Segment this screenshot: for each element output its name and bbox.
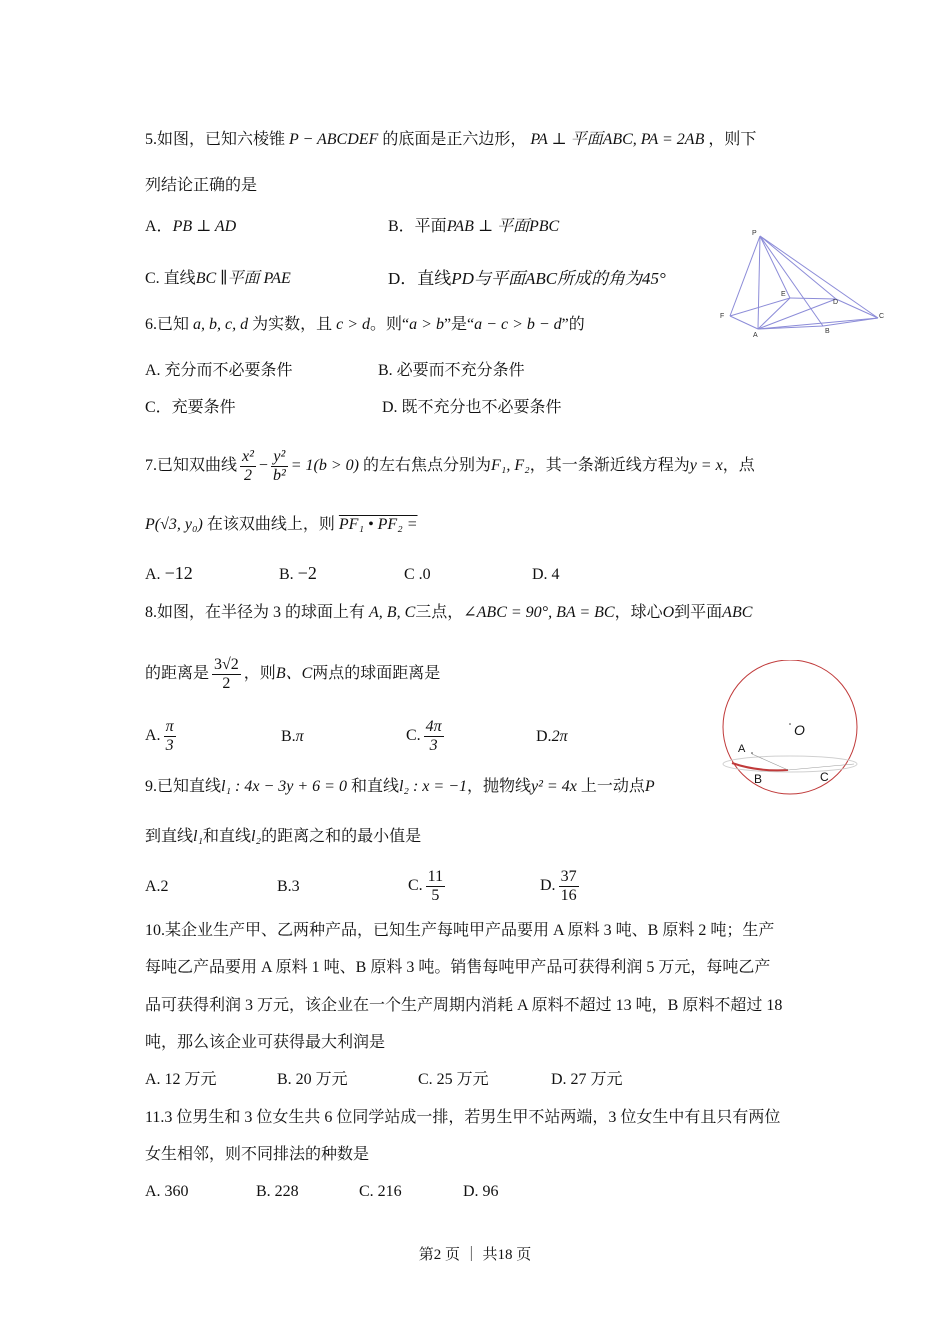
q6-stem bbox=[145, 314, 585, 336]
option-label: B. bbox=[281, 728, 296, 745]
option-frac bbox=[424, 718, 444, 755]
sphere-label-b: B bbox=[754, 772, 763, 786]
q8-option-a bbox=[145, 716, 179, 756]
q7-stem-line1: 7.已知双曲线 $\frac{\text{x²}}{2}$ − $\frac{\text{y²}}{\text{b²}}$ = 1(b > 0) 的左右焦点分别为F₁, F₂，其一条渐近线方程为y = x，点 bbox=[145, 447, 755, 484]
q9-stem-line1 bbox=[145, 776, 655, 798]
q5-stem-line2: 列结论正确的是 bbox=[145, 177, 258, 194]
q7-point: P(√3, y₀) bbox=[145, 516, 203, 533]
q9-option-d bbox=[540, 866, 582, 906]
q8-option-d bbox=[536, 726, 568, 748]
q8-points: A, B, C bbox=[369, 604, 416, 621]
sphere-label-a: A bbox=[738, 743, 746, 755]
option-text: BC ∥平面 PAE bbox=[195, 270, 291, 287]
q7-option-d: D. 4 bbox=[532, 566, 560, 583]
page-footer: 第2 页 ｜ 共18 页 bbox=[418, 1247, 532, 1263]
q7-option-a bbox=[145, 562, 193, 586]
q7-asymptote: y = x bbox=[689, 457, 723, 474]
q11-stem-line1: 11.3 位男生和 3 位女生共 6 位同学站成一排，若男生甲不站两端，3 位女生中有且只有两位 bbox=[145, 1109, 781, 1126]
q5-pyramid-name: P − ABCDEF bbox=[289, 131, 379, 148]
option-frac bbox=[559, 868, 579, 905]
option-label: B．平面 bbox=[388, 218, 447, 235]
option-label: D. bbox=[536, 728, 552, 745]
q9-line-2: l₂ : x = −1 bbox=[398, 778, 467, 795]
q6-text: ”是“ bbox=[443, 316, 475, 333]
q7-frac-y bbox=[271, 448, 288, 485]
q10-option-a: A. 12 万元 bbox=[145, 1071, 217, 1088]
q6-condition: c > d bbox=[336, 316, 371, 333]
q10-stem-line1: 10.某企业生产甲、乙两种产品，已知生产每吨甲产品要用 A 原料 3 吨、B 原料 2 吨；生产 bbox=[145, 922, 775, 939]
q8-text: ，球心 bbox=[614, 604, 663, 621]
q9-line-1: l₁ bbox=[193, 828, 204, 845]
q9-line-2: l₂ bbox=[251, 828, 262, 845]
option-text: −2 bbox=[297, 563, 317, 583]
q8-option-b bbox=[281, 726, 304, 748]
q9-text: 到直线 bbox=[145, 828, 194, 845]
q8-plane: ABC bbox=[722, 604, 753, 621]
q9-text: 的距离之和的最小值是 bbox=[261, 828, 422, 845]
option-text: PB ⊥ AD bbox=[172, 218, 237, 235]
q11-option-a: A. 360 bbox=[145, 1183, 189, 1200]
pyramid-figure bbox=[718, 224, 893, 342]
frac-num: y² bbox=[271, 448, 288, 467]
q5-option-a bbox=[145, 216, 236, 238]
q7-dot-product: PF₁ • PF₂ = bbox=[338, 516, 418, 533]
frac-den: 3 bbox=[429, 736, 438, 754]
q8-text: ，则 bbox=[243, 665, 276, 682]
sphere-figure bbox=[718, 660, 866, 798]
q8-text: 两点的球面距离是 bbox=[312, 665, 441, 682]
q11-option-c: C. 216 bbox=[359, 1183, 402, 1200]
frac-den: 3 bbox=[165, 736, 174, 754]
q7-text: ，点 bbox=[722, 457, 755, 474]
q8-text: 三点， bbox=[415, 604, 464, 621]
option-text: 2π bbox=[551, 728, 568, 745]
q9-option-c bbox=[408, 866, 448, 906]
option-text: PD与平面ABC所成的角为45° bbox=[451, 269, 666, 288]
q8-stem-line2 bbox=[145, 654, 440, 694]
pyramid-label-p: P bbox=[752, 230, 757, 237]
q7-option-c: C .0 bbox=[404, 566, 431, 583]
option-label: C. bbox=[408, 877, 423, 894]
q8-stem-line1 bbox=[145, 602, 752, 624]
q6-option-c: C．充要条件 bbox=[145, 399, 236, 416]
q8-distance-frac bbox=[212, 656, 241, 693]
option-label: D．直线 bbox=[388, 269, 452, 288]
option-label: C. 直线 bbox=[145, 270, 196, 287]
q7-text: 在该双曲线上，则 bbox=[206, 516, 335, 533]
q6-text: 。则“ bbox=[370, 316, 410, 333]
q8-option-c bbox=[406, 716, 447, 756]
frac-den: 2 bbox=[222, 674, 231, 692]
q9-text: 和直线 bbox=[350, 778, 399, 795]
q11-option-b: B. 228 bbox=[256, 1183, 299, 1200]
q5-stem-line1 bbox=[145, 129, 756, 151]
pyramid-label-b: B bbox=[825, 328, 830, 335]
q7-stem-line2 bbox=[145, 514, 418, 536]
sphere-label-c: C bbox=[820, 770, 829, 784]
q6-text: 6.已知 bbox=[145, 316, 190, 333]
frac-num: 11 bbox=[427, 867, 444, 885]
q5-condition: PA ⊥ 平面ABC, PA = 2AB bbox=[530, 131, 705, 148]
q7-frac-x bbox=[240, 448, 256, 485]
frac-num: 37 bbox=[560, 867, 577, 885]
frac-num: x² bbox=[242, 447, 254, 465]
q6-vars: a, b, c, d bbox=[193, 316, 249, 333]
q10-option-d: D. 27 万元 bbox=[551, 1071, 623, 1088]
q6-option-a: A. 充分而不必要条件 bbox=[145, 362, 293, 379]
q6-proposition-1: a > b bbox=[409, 316, 444, 333]
q9-line-1: l₁ : 4x − 3y + 6 = 0 bbox=[221, 778, 347, 795]
q6-option-b: B. 必要而不充分条件 bbox=[378, 362, 525, 379]
option-label: A. bbox=[145, 727, 161, 744]
pyramid-label-a: A bbox=[753, 332, 758, 339]
q6-option-d: D. 既不充分也不必要条件 bbox=[382, 399, 562, 416]
option-frac bbox=[164, 718, 176, 755]
q9-text: ，抛物线 bbox=[467, 778, 532, 795]
q8-text: 8.如图，在半径为 3 的球面上有 bbox=[145, 604, 366, 621]
q5-option-c bbox=[145, 268, 291, 290]
frac-num: 3√2 bbox=[214, 655, 239, 673]
q8-bc: B、C bbox=[275, 665, 313, 682]
pyramid-label-d: D bbox=[833, 299, 839, 306]
q7-text: 的左右焦点分别为 bbox=[363, 457, 492, 474]
q9-text: 和直线 bbox=[203, 828, 252, 845]
sphere-label-o: O bbox=[794, 722, 805, 738]
pyramid-label-c: C bbox=[879, 313, 885, 320]
q6-proposition-2: a − c > b − d bbox=[474, 316, 562, 333]
option-frac bbox=[426, 868, 445, 905]
q10-stem-line2: 每吨乙产品要用 A 原料 1 吨、B 原料 3 吨。销售每吨甲产品可获得利润 5 万元，每吨乙产 bbox=[145, 959, 771, 976]
q8-center: O bbox=[662, 604, 675, 621]
q10-option-c: C. 25 万元 bbox=[418, 1071, 489, 1088]
q10-stem-line3: 品可获得利润 3 万元，该企业在一个生产周期内消耗 A 原料不超过 13 吨，B 原料不超过 18 bbox=[145, 997, 783, 1014]
q10-option-b: B. 20 万元 bbox=[277, 1071, 348, 1088]
frac-num: 4π bbox=[425, 717, 442, 735]
q8-condition: ∠ABC = 90°, BA = BC bbox=[463, 604, 615, 621]
q7-text: ，其一条渐近线方程为 bbox=[529, 457, 690, 474]
q9-option-b: B.3 bbox=[277, 878, 300, 895]
q9-text: 上一动点 bbox=[580, 778, 645, 795]
frac-den: 5 bbox=[431, 886, 440, 904]
option-label: A． bbox=[145, 218, 173, 235]
q11-stem-line2: 女生相邻，则不同排法的种数是 bbox=[145, 1146, 370, 1163]
frac-den: b² bbox=[272, 466, 286, 484]
option-text: PAB ⊥ 平面PBC bbox=[446, 218, 560, 235]
frac-den: 16 bbox=[560, 886, 577, 904]
frac-num: π bbox=[165, 717, 174, 735]
q7-foci: F₁, F₂ bbox=[491, 457, 530, 474]
q7-text: 7.已知双曲线 bbox=[145, 457, 238, 474]
q8-text: 到平面 bbox=[674, 604, 723, 621]
option-label: B. bbox=[279, 566, 294, 583]
q5-option-b bbox=[388, 216, 559, 238]
q5-text: 5.如图，已知六棱锥 bbox=[145, 131, 286, 148]
option-label: A. bbox=[145, 566, 161, 583]
q9-option-a: A.2 bbox=[145, 878, 169, 895]
q9-text: 9.已知直线 bbox=[145, 778, 222, 795]
option-text: π bbox=[295, 728, 304, 745]
option-label: D. bbox=[540, 877, 556, 894]
q11-option-d: D. 96 bbox=[463, 1183, 499, 1200]
q5-text: ，则下 bbox=[708, 131, 757, 148]
q5-text: 的底面是正六边形， bbox=[382, 131, 527, 148]
q9-stem-line2 bbox=[145, 826, 421, 848]
q6-text: 为实数，且 bbox=[252, 316, 333, 333]
q7-equation: = 1(b > 0) bbox=[290, 457, 359, 474]
option-text: −12 bbox=[164, 563, 193, 583]
pyramid-label-f: F bbox=[720, 313, 725, 320]
q9-point: P bbox=[644, 778, 655, 795]
pyramid-label-e: E bbox=[781, 291, 786, 298]
q8-text: 的距离是 bbox=[145, 665, 210, 682]
q9-parabola: y² = 4x bbox=[531, 778, 577, 795]
q7-option-b bbox=[279, 562, 317, 586]
q10-stem-line4: 吨，那么该企业可获得最大利润是 bbox=[145, 1034, 386, 1051]
q5-option-d bbox=[388, 268, 666, 290]
q6-text: ”的 bbox=[561, 316, 585, 333]
option-label: C. bbox=[406, 727, 421, 744]
frac-den: 2 bbox=[243, 466, 252, 484]
